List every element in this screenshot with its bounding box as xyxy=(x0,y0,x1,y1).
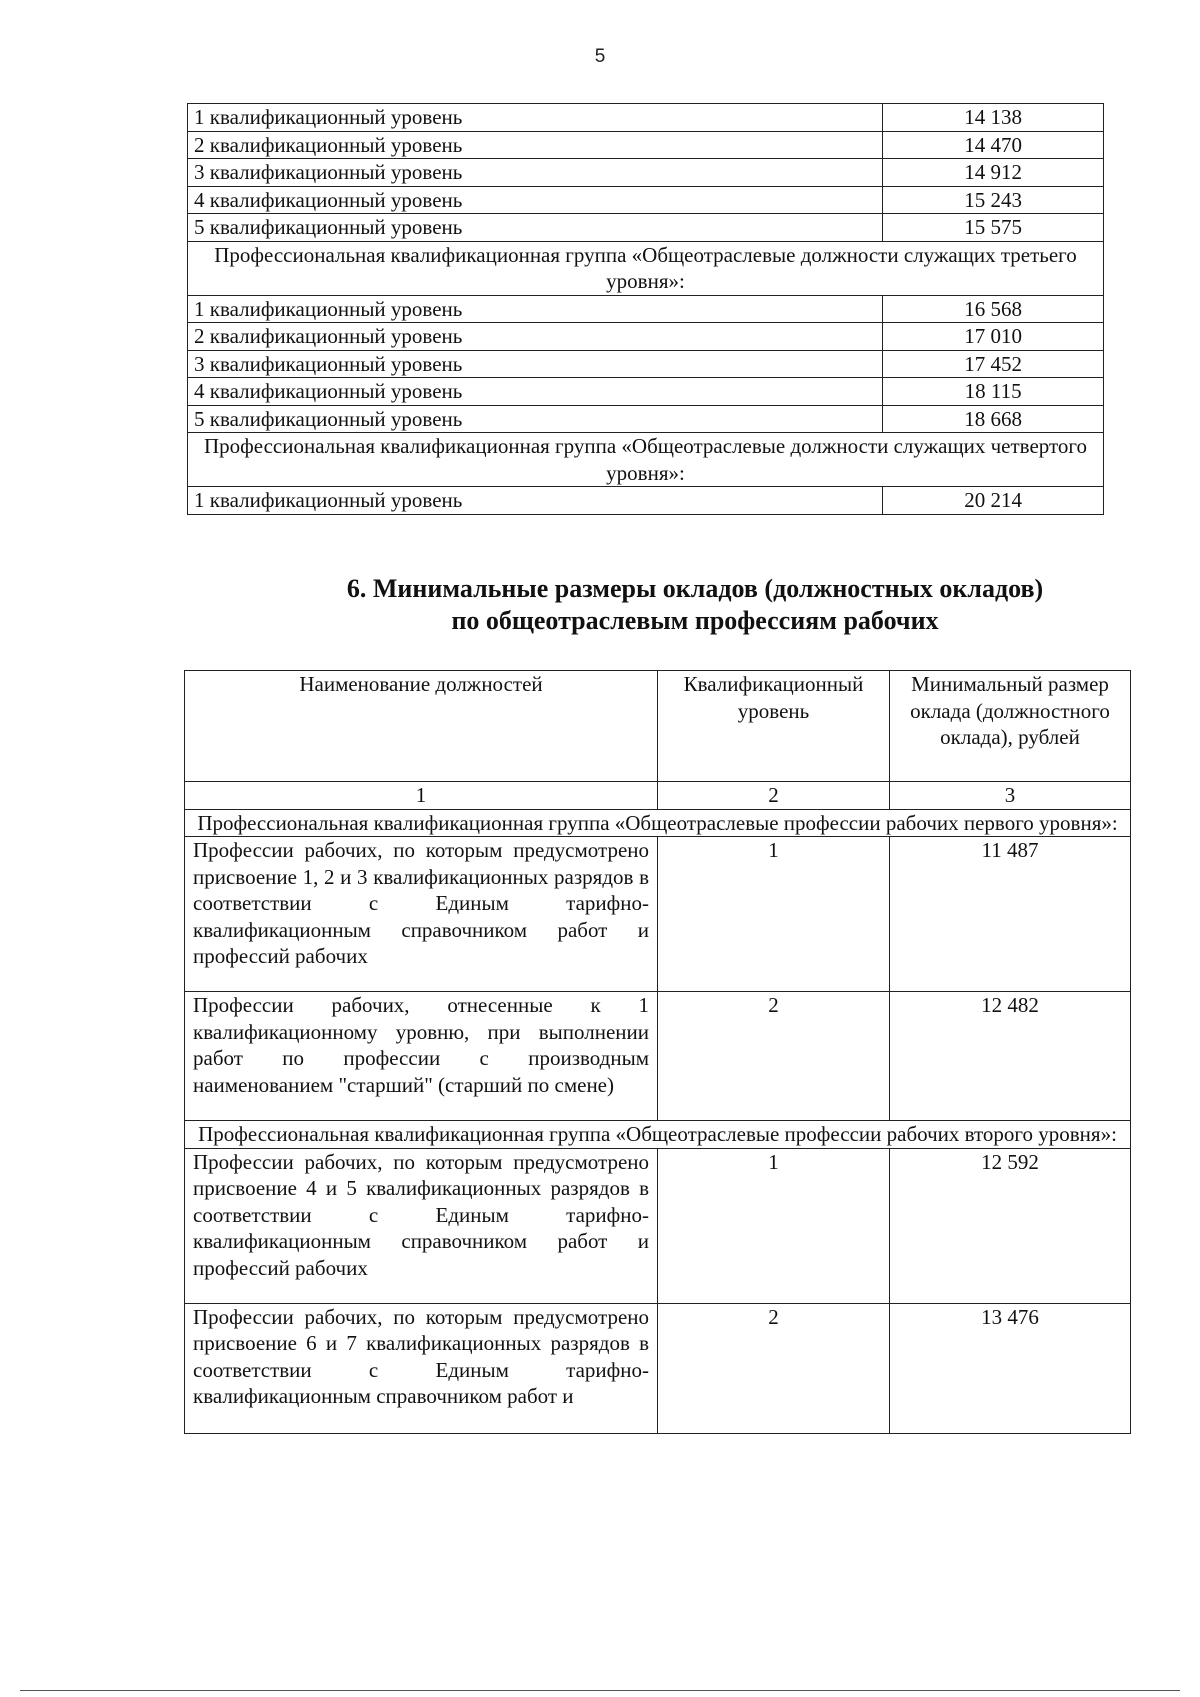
position-name-cell: Профессии рабочих, по которым предусмотрено присвоение 1, 2 и 3 квалификационных разрядов в соответствии с Единым тарифно-квалификационным справочником работ и профессий рабочих xyxy=(185,837,658,992)
group-title: Профессиональная квалификационная группа «Общеотраслевые должности служащих четвертого уровня»: xyxy=(188,433,1104,487)
group-title: Профессиональная квалификационная группа «Общеотраслевые должности служащих третьего уровня»: xyxy=(188,241,1104,295)
salary-cell: 20 214 xyxy=(883,487,1104,515)
level-cell: 4 квалификационный уровень xyxy=(188,378,883,406)
table-row xyxy=(188,131,1104,159)
column-number-row xyxy=(185,782,1131,810)
page-bottom-divider xyxy=(20,1690,1180,1691)
level-cell: 1 квалификационный уровень xyxy=(188,295,883,323)
column-number: 2 xyxy=(658,782,890,810)
table-header-row xyxy=(185,671,1131,782)
section-heading-line1: 6. Минимальные размеры окладов (должностных окладов) xyxy=(346,574,1044,603)
level-cell: 1 квалификационный уровень xyxy=(188,104,883,132)
group-header-row xyxy=(188,433,1104,487)
column-number: 1 xyxy=(185,782,658,810)
level-cell: 3 квалификационный уровень xyxy=(188,159,883,187)
table-row xyxy=(188,487,1104,515)
table-row xyxy=(188,350,1104,378)
salary-cell: 13 476 xyxy=(890,1303,1131,1433)
salary-cell: 18 668 xyxy=(883,405,1104,433)
section-heading-line2: по общеотраслевым профессиям рабочих xyxy=(451,606,939,635)
table-row xyxy=(188,104,1104,132)
table-row xyxy=(188,378,1104,406)
header-min-salary: Минимальный размер оклада (должностного оклада), рублей xyxy=(890,671,1131,782)
salary-cell: 18 115 xyxy=(883,378,1104,406)
level-cell: 4 квалификационный уровень xyxy=(188,186,883,214)
level-cell: 5 квалификационный уровень xyxy=(188,214,883,242)
level-cell: 2 квалификационный уровень xyxy=(188,131,883,159)
level-cell: 2 квалификационный уровень xyxy=(188,323,883,351)
level-cell: 3 квалификационный уровень xyxy=(188,350,883,378)
salary-cell: 15 575 xyxy=(883,214,1104,242)
table-row xyxy=(185,1303,1131,1433)
group-title: Профессиональная квалификационная группа «Общеотраслевые профессии рабочих второго уровня»: xyxy=(185,1121,1131,1149)
salary-cell: 12 482 xyxy=(890,992,1131,1121)
table-row xyxy=(185,992,1131,1121)
table-row xyxy=(185,837,1131,992)
salary-cell: 14 138 xyxy=(883,104,1104,132)
level-cell: 1 xyxy=(658,837,890,992)
salary-cell: 12 592 xyxy=(890,1148,1131,1303)
position-name-cell: Профессии рабочих, отнесенные к 1 квалификационному уровню, при выполнении работ по профессии с производным наименованием "старший" (старший по смене) xyxy=(185,992,658,1121)
page-number: 5 xyxy=(594,46,606,67)
table-row xyxy=(188,295,1104,323)
table-row xyxy=(188,214,1104,242)
column-number: 3 xyxy=(890,782,1131,810)
level-cell: 1 квалификационный уровень xyxy=(188,487,883,515)
section-heading xyxy=(300,573,1090,637)
level-cell: 1 xyxy=(658,1148,890,1303)
salary-table-employees xyxy=(187,103,1104,515)
salary-cell: 17 452 xyxy=(883,350,1104,378)
group-title: Профессиональная квалификационная группа «Общеотраслевые профессии рабочих первого уровня»: xyxy=(185,809,1131,837)
level-cell: 2 xyxy=(658,1303,890,1433)
position-name-cell: Профессии рабочих, по которым предусмотрено присвоение 4 и 5 квалификационных разрядов в соответствии с Единым тарифно-квалификационным справочником работ и профессий рабочих xyxy=(185,1148,658,1303)
position-name-cell: Профессии рабочих, по которым предусмотрено присвоение 6 и 7 квалификационных разрядов в соответствии с Единым тарифно-квалификационным справочником работ и xyxy=(185,1303,658,1433)
group-header-row xyxy=(185,809,1131,837)
salary-cell: 14 912 xyxy=(883,159,1104,187)
table-row xyxy=(188,159,1104,187)
level-cell: 5 квалификационный уровень xyxy=(188,405,883,433)
table-row xyxy=(185,1148,1131,1303)
salary-cell: 16 568 xyxy=(883,295,1104,323)
salary-cell: 15 243 xyxy=(883,186,1104,214)
salary-cell: 14 470 xyxy=(883,131,1104,159)
salary-table-workers xyxy=(184,670,1131,1434)
header-position-name: Наименование должностей xyxy=(185,671,658,782)
salary-cell: 17 010 xyxy=(883,323,1104,351)
table-row xyxy=(188,323,1104,351)
header-qualification-level: Квалификационный уровень xyxy=(658,671,890,782)
group-header-row xyxy=(185,1121,1131,1149)
table-row xyxy=(188,186,1104,214)
group-header-row xyxy=(188,241,1104,295)
table-row xyxy=(188,405,1104,433)
level-cell: 2 xyxy=(658,992,890,1121)
salary-cell: 11 487 xyxy=(890,837,1131,992)
